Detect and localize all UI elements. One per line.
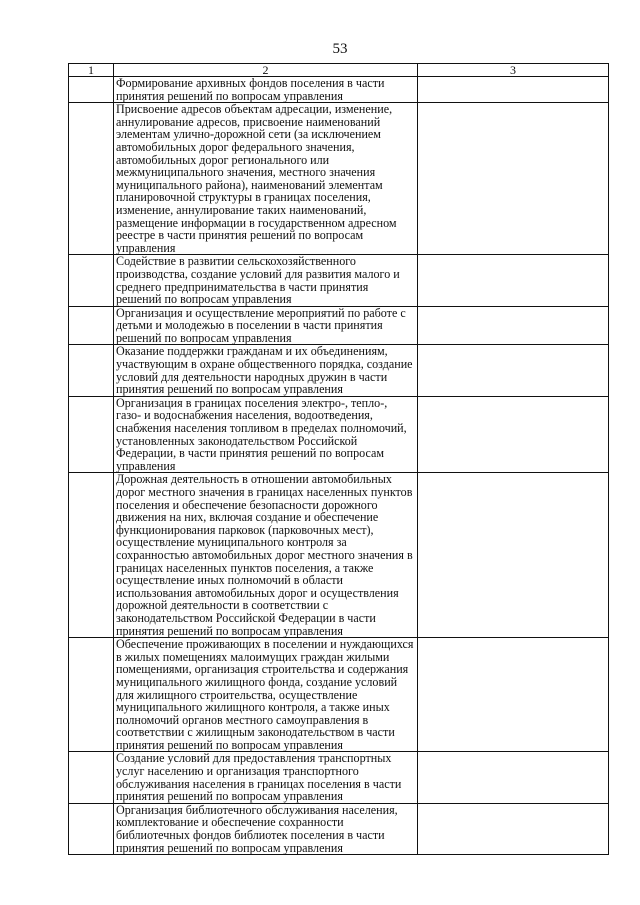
- column-3-cell: [418, 77, 609, 103]
- authority-description-cell: [114, 255, 418, 306]
- column-3-cell: [418, 473, 609, 638]
- authority-description-cell: [114, 752, 418, 803]
- table-row: [69, 306, 609, 345]
- authority-text: Организация библиотечного обслуживания населения, комплектование и обеспечение сохранности библиотечных фондов библиотек поселения в части принятия решений по вопросам управления: [116, 802, 398, 855]
- column-3-cell: [418, 638, 609, 752]
- authority-text: Создание условий для предоставления транспортных услуг населению и организация транспортного обслуживания населения в границах поселения в части принятия решений по вопросам управления: [116, 751, 402, 804]
- column-3-cell: [418, 345, 609, 396]
- row-number-cell: [69, 306, 114, 345]
- authority-description-cell: [114, 803, 418, 854]
- authority-text: Организация в границах поселения электро-, тепло-, газо- и водоснабжения населения, водоотведения, снабжения населения топливом в пределах полномочий, установленных законодательством Российской Федерации, в части принятия решений по вопросам управления: [116, 395, 407, 473]
- column-3-cell: [418, 752, 609, 803]
- column-header-3: 3: [418, 64, 609, 77]
- authority-description-cell: [114, 306, 418, 345]
- column-3-cell: [418, 396, 609, 473]
- column-header-1: 1: [69, 64, 114, 77]
- table-header-row: [69, 64, 609, 77]
- authority-text: Дорожная деятельность в отношении автомобильных дорог местного значения в границах населенных пунктов поселения и обеспечение безопасности дорожного движения на них, включая создание и обеспечение функционирования парковок (парковочных мест), осуществление муниципального контроля за сохранностью автомобильных дорог местного значения в границах населенных пунктов поселения, а также осуществление иных полномочий в области использования автомобильных дорог и осуществления дорожной деятельности в соответствии с законодательством Российской Федерации в части принятия решений по вопросам управления: [116, 472, 413, 638]
- column-header-2: 2: [114, 64, 418, 77]
- powers-table: [68, 63, 609, 855]
- authority-description-cell: [114, 396, 418, 473]
- authority-description-cell: [114, 103, 418, 255]
- column-3-cell: [418, 803, 609, 854]
- table-row: [69, 396, 609, 473]
- authority-text: Обеспечение проживающих в поселении и нуждающихся в жилых помещениях малоимущих граждан жилыми помещениями, организация строительства и содержания муниципального жилищного фонда, создание условий для жилищного строительства, осуществление муниципального жилищного контроля, а также иных полномочий органов местного самоуправления в соответствии с жилищным законодательством в части принятия решений по вопросам управления: [116, 637, 414, 752]
- table-row: [69, 345, 609, 396]
- row-number-cell: [69, 345, 114, 396]
- authority-description-cell: [114, 473, 418, 638]
- authority-text: Содействие в развитии сельскохозяйственного производства, создание условий для развития малого и среднего предпринимательства в части принятия решений по вопросам управления: [116, 254, 400, 307]
- row-number-cell: [69, 396, 114, 473]
- table-row: [69, 752, 609, 803]
- authority-text: Присвоение адресов объектам адресации, изменение, аннулирование адресов, присвоение наименований элементам улично-дорожной сети (за исключением автомобильных дорог федерального значения, автомобильных дорог регионального или межмуниципального значения, местного значения муниципального района), наименований элементам планировочной структуры в границах поселения, изменение, аннулирование таких наименований, размещение информации в государственном адресном реестре в части принятия решений по вопросам управления: [116, 102, 397, 255]
- row-number-cell: [69, 752, 114, 803]
- table-row: [69, 473, 609, 638]
- page-number: 53: [332, 41, 348, 57]
- authority-text: Формирование архивных фондов поселения в части принятия решений по вопросам управления: [116, 76, 385, 103]
- row-number-cell: [69, 473, 114, 638]
- authority-text: Оказание поддержки гражданам и их объединениям, участвующим в охране общественного порядка, создание условий для деятельности народных дружин в части принятия решений по вопросам управления: [116, 344, 413, 397]
- authority-description-cell: [114, 77, 418, 103]
- column-3-cell: [418, 255, 609, 306]
- row-number-cell: [69, 638, 114, 752]
- row-number-cell: [69, 255, 114, 306]
- table-row: [69, 638, 609, 752]
- table-row: [69, 77, 609, 103]
- authority-text: Организация и осуществление мероприятий по работе с детьми и молодежью в поселении в части принятия решений по вопросам управления: [116, 305, 406, 345]
- authority-description-cell: [114, 638, 418, 752]
- row-number-cell: [69, 77, 114, 103]
- authority-description-cell: [114, 345, 418, 396]
- table-row: [69, 103, 609, 255]
- row-number-cell: [69, 103, 114, 255]
- table-row: [69, 803, 609, 854]
- column-3-cell: [418, 306, 609, 345]
- row-number-cell: [69, 803, 114, 854]
- table-row: [69, 255, 609, 306]
- column-3-cell: [418, 103, 609, 255]
